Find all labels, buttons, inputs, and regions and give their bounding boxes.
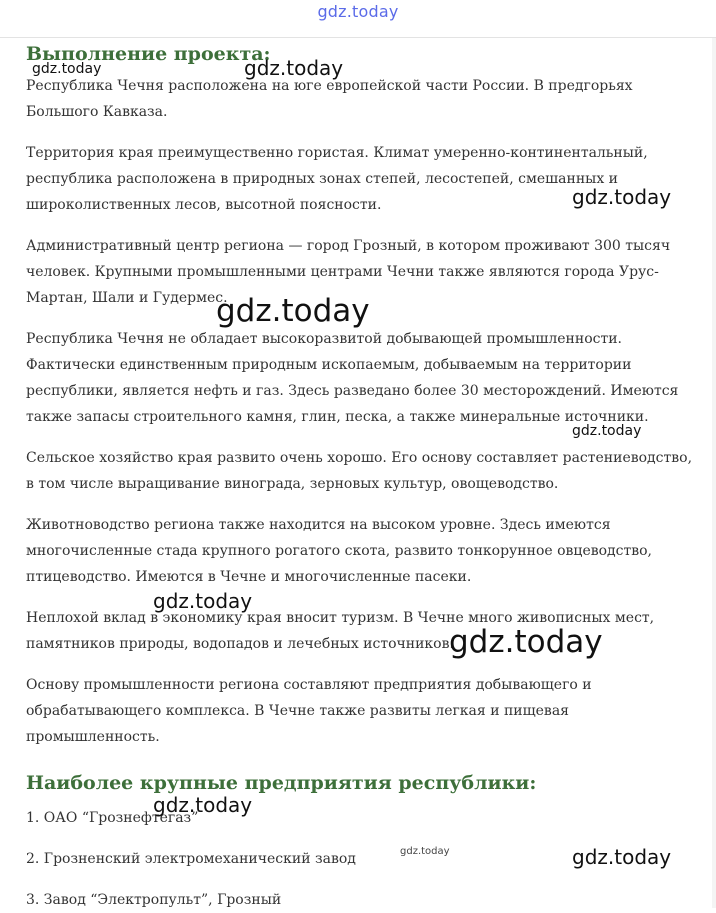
paragraph-agriculture: Сельское хозяйство края развито очень хорошо. Его основу составляет растениеводство, в том числе выращивание винограда, зерновых культур, овощеводство. [26,450,693,492]
watermark: gdz.today [400,846,450,857]
article-content [26,40,694,913]
list-item: 2. Грозненский электромеханический завод [26,851,356,867]
watermark: gdz.today [153,793,253,817]
paragraph-livestock: Животноводство региона также находится на высоком уровне. Здесь имеются многочисленные стада крупного рогатого скота, развито тонкорунное овцеводство, птицеводство. Имеются в Чечне и многочисленные пасеки. [26,517,653,585]
watermark: gdz.today [216,293,370,329]
watermark: gdz.today [572,845,672,869]
top-bar [0,0,716,38]
watermark: gdz.today [572,423,642,439]
watermark: gdz.today [153,589,253,613]
paragraph-industry: Основу промышленности региона составляют предприятия добывающего и обрабатывающего комплекса. В Чечне также развиты легкая и пищевая промышленность. [26,677,592,745]
paragraph-mining: Республика Чечня не обладает высокоразвитой добывающей промышленности. Фактически единственным природным ископаемым, добываемым на территории республики, является нефть и газ. Здесь разведано более 30 месторождений. Имеются также запасы строительного камня, глин, песка, а также минеральные источники. [26,331,679,425]
watermark: gdz.today [449,624,603,660]
site-logo[interactable]: gdz.today [317,2,399,21]
right-edge-strip [712,38,716,908]
section-title-execution: Выполнение проекта: [26,43,271,65]
list-item: 3. Завод “Электропульт”, Грозный [26,892,282,908]
paragraph-location: Республика Чечня расположена на юге европейской части России. В предгорьях Большого Кавказа. [26,78,633,120]
paragraph-center: Административный центр региона — город Грозный, в котором проживают 300 тысяч человек. Крупными промышленными центрами Чечни также являются города Урус-Мартан, Шали и Гудермес. [26,238,671,306]
watermark: gdz.today [32,61,102,77]
paragraph-territory: Территория края преимущественно гористая. Климат умеренно-континентальный, республика расположена в природных зонах степей, лесостепей, смешанных и широколиственных лесов, высотной поясности. [26,145,648,213]
watermark: gdz.today [572,185,672,209]
watermark: gdz.today [244,56,344,80]
section-title-enterprises: Наиболее крупные предприятия республики: [26,772,537,794]
paragraph-tourism: Неплохой вклад в экономику края вносит туризм. В Чечне много живописных мест, памятников природы, водопадов и лечебных источников. [26,610,655,652]
list-item: 1. ОАО “Грознефтегаз” [26,810,199,826]
